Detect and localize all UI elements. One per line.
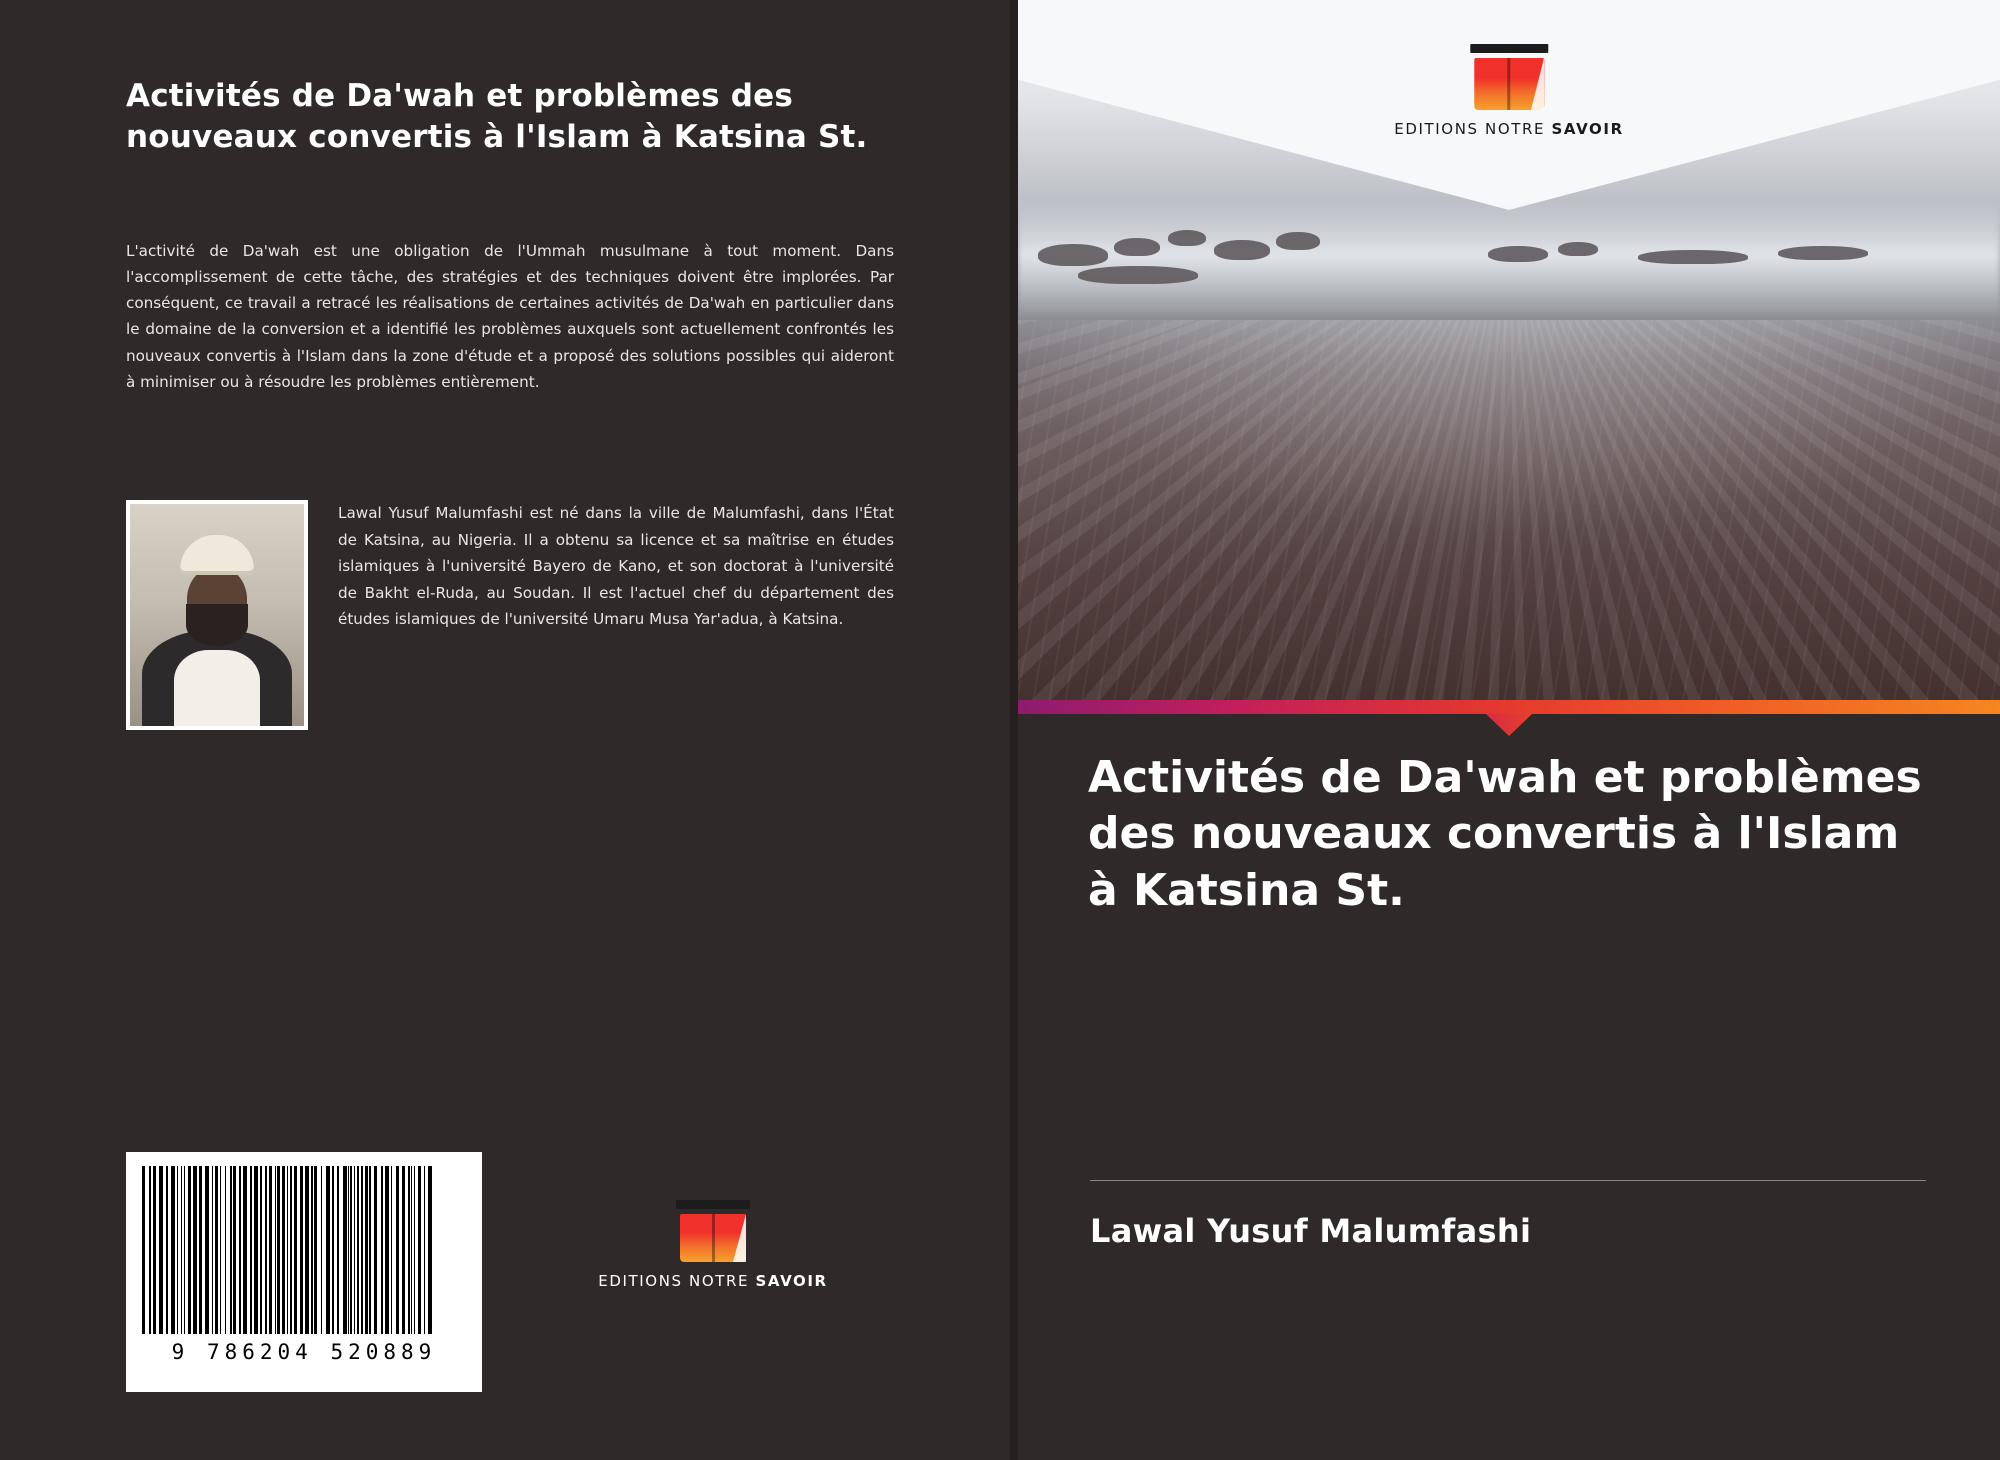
cover-photo-rocks [1018, 212, 2000, 286]
rock [1168, 230, 1206, 246]
rock [1276, 232, 1320, 250]
rock [1778, 246, 1868, 260]
book-logo-icon [1470, 44, 1548, 110]
barcode [126, 1152, 482, 1392]
logo-spine [1507, 58, 1510, 110]
publisher-name-back [588, 1272, 838, 1290]
cover-photo-water-streaks [1018, 320, 2000, 700]
publisher-name-bold-front: SAVOIR [1551, 120, 1624, 138]
back-cover-description: L'activité de Da'wah est une obligation de l'Ummah musulmane à tout moment. Dans l'accomplissement de cette tâche, des stratégies et des techniques doivent être implorées. Par conséquent, ce travail a retracé les réalisations de certaines activités de Da'wah en particulier dans le domaine de la conversion et a identifié les problèmes auxquels sont actuellement confrontés les nouveaux convertis à l'Islam dans la zone d'étude et a proposé des solutions possibles qui aideront à minimiser ou à résoudre les problèmes entièrement. [126, 242, 894, 391]
rock [1214, 240, 1270, 260]
author-biography: Lawal Yusuf Malumfashi est né dans la ville de Malumfashi, dans l'État de Katsina, au Nigeria. Il a obtenu sa licence et sa maîtrise en études islamiques à l'université Bayero de Kano, et son doctorat à l'université de Bakht el-Ruda, au Soudan. Il est l'actuel chef du département des études islamiques de l'université Umaru Musa Yar'adua, à Katsina. [338, 504, 894, 629]
front-cover-title: Activités de Da'wah et problèmes des nouveaux convertis à l'Islam à Katsina St. [1088, 752, 1922, 916]
cover-photograph [1018, 0, 2000, 700]
author-portrait-image [130, 504, 304, 726]
rock [1038, 244, 1108, 266]
publisher-name-light-back: EDITIONS NOTRE [598, 1272, 756, 1290]
front-cover-divider [1090, 1180, 1926, 1181]
barcode-bars [142, 1166, 466, 1334]
logo-spine [712, 1214, 715, 1262]
publisher-name-bold-back: SAVOIR [755, 1272, 828, 1290]
front-cover-author: Lawal Yusuf Malumfashi [1090, 1212, 1532, 1250]
book-spine [1010, 0, 1018, 1460]
book-logo-icon [676, 1200, 750, 1262]
rock [1078, 266, 1198, 284]
publisher-name-front [1394, 120, 1623, 138]
rock [1558, 242, 1598, 256]
cover-color-strip [1018, 700, 2000, 714]
publisher-logo-back [588, 1200, 838, 1290]
rock [1638, 250, 1748, 264]
back-cover-title: Activités de Da'wah et problèmes des nouveaux convertis à l'Islam à Katsina St. [126, 78, 868, 155]
publisher-logo-front [1394, 44, 1623, 138]
rock [1114, 238, 1160, 256]
portrait-beard [186, 604, 248, 646]
cover-strip-notch [1486, 714, 1532, 736]
portrait-robe [174, 650, 260, 726]
logo-top-bar [1470, 44, 1548, 53]
publisher-name-light-front: EDITIONS NOTRE [1394, 120, 1552, 138]
front-cover-panel [1018, 0, 2000, 1460]
barcode-number: 9 786204 520889 [171, 1340, 437, 1364]
rock [1488, 246, 1548, 262]
author-photo [126, 500, 308, 730]
logo-top-bar [676, 1200, 750, 1209]
